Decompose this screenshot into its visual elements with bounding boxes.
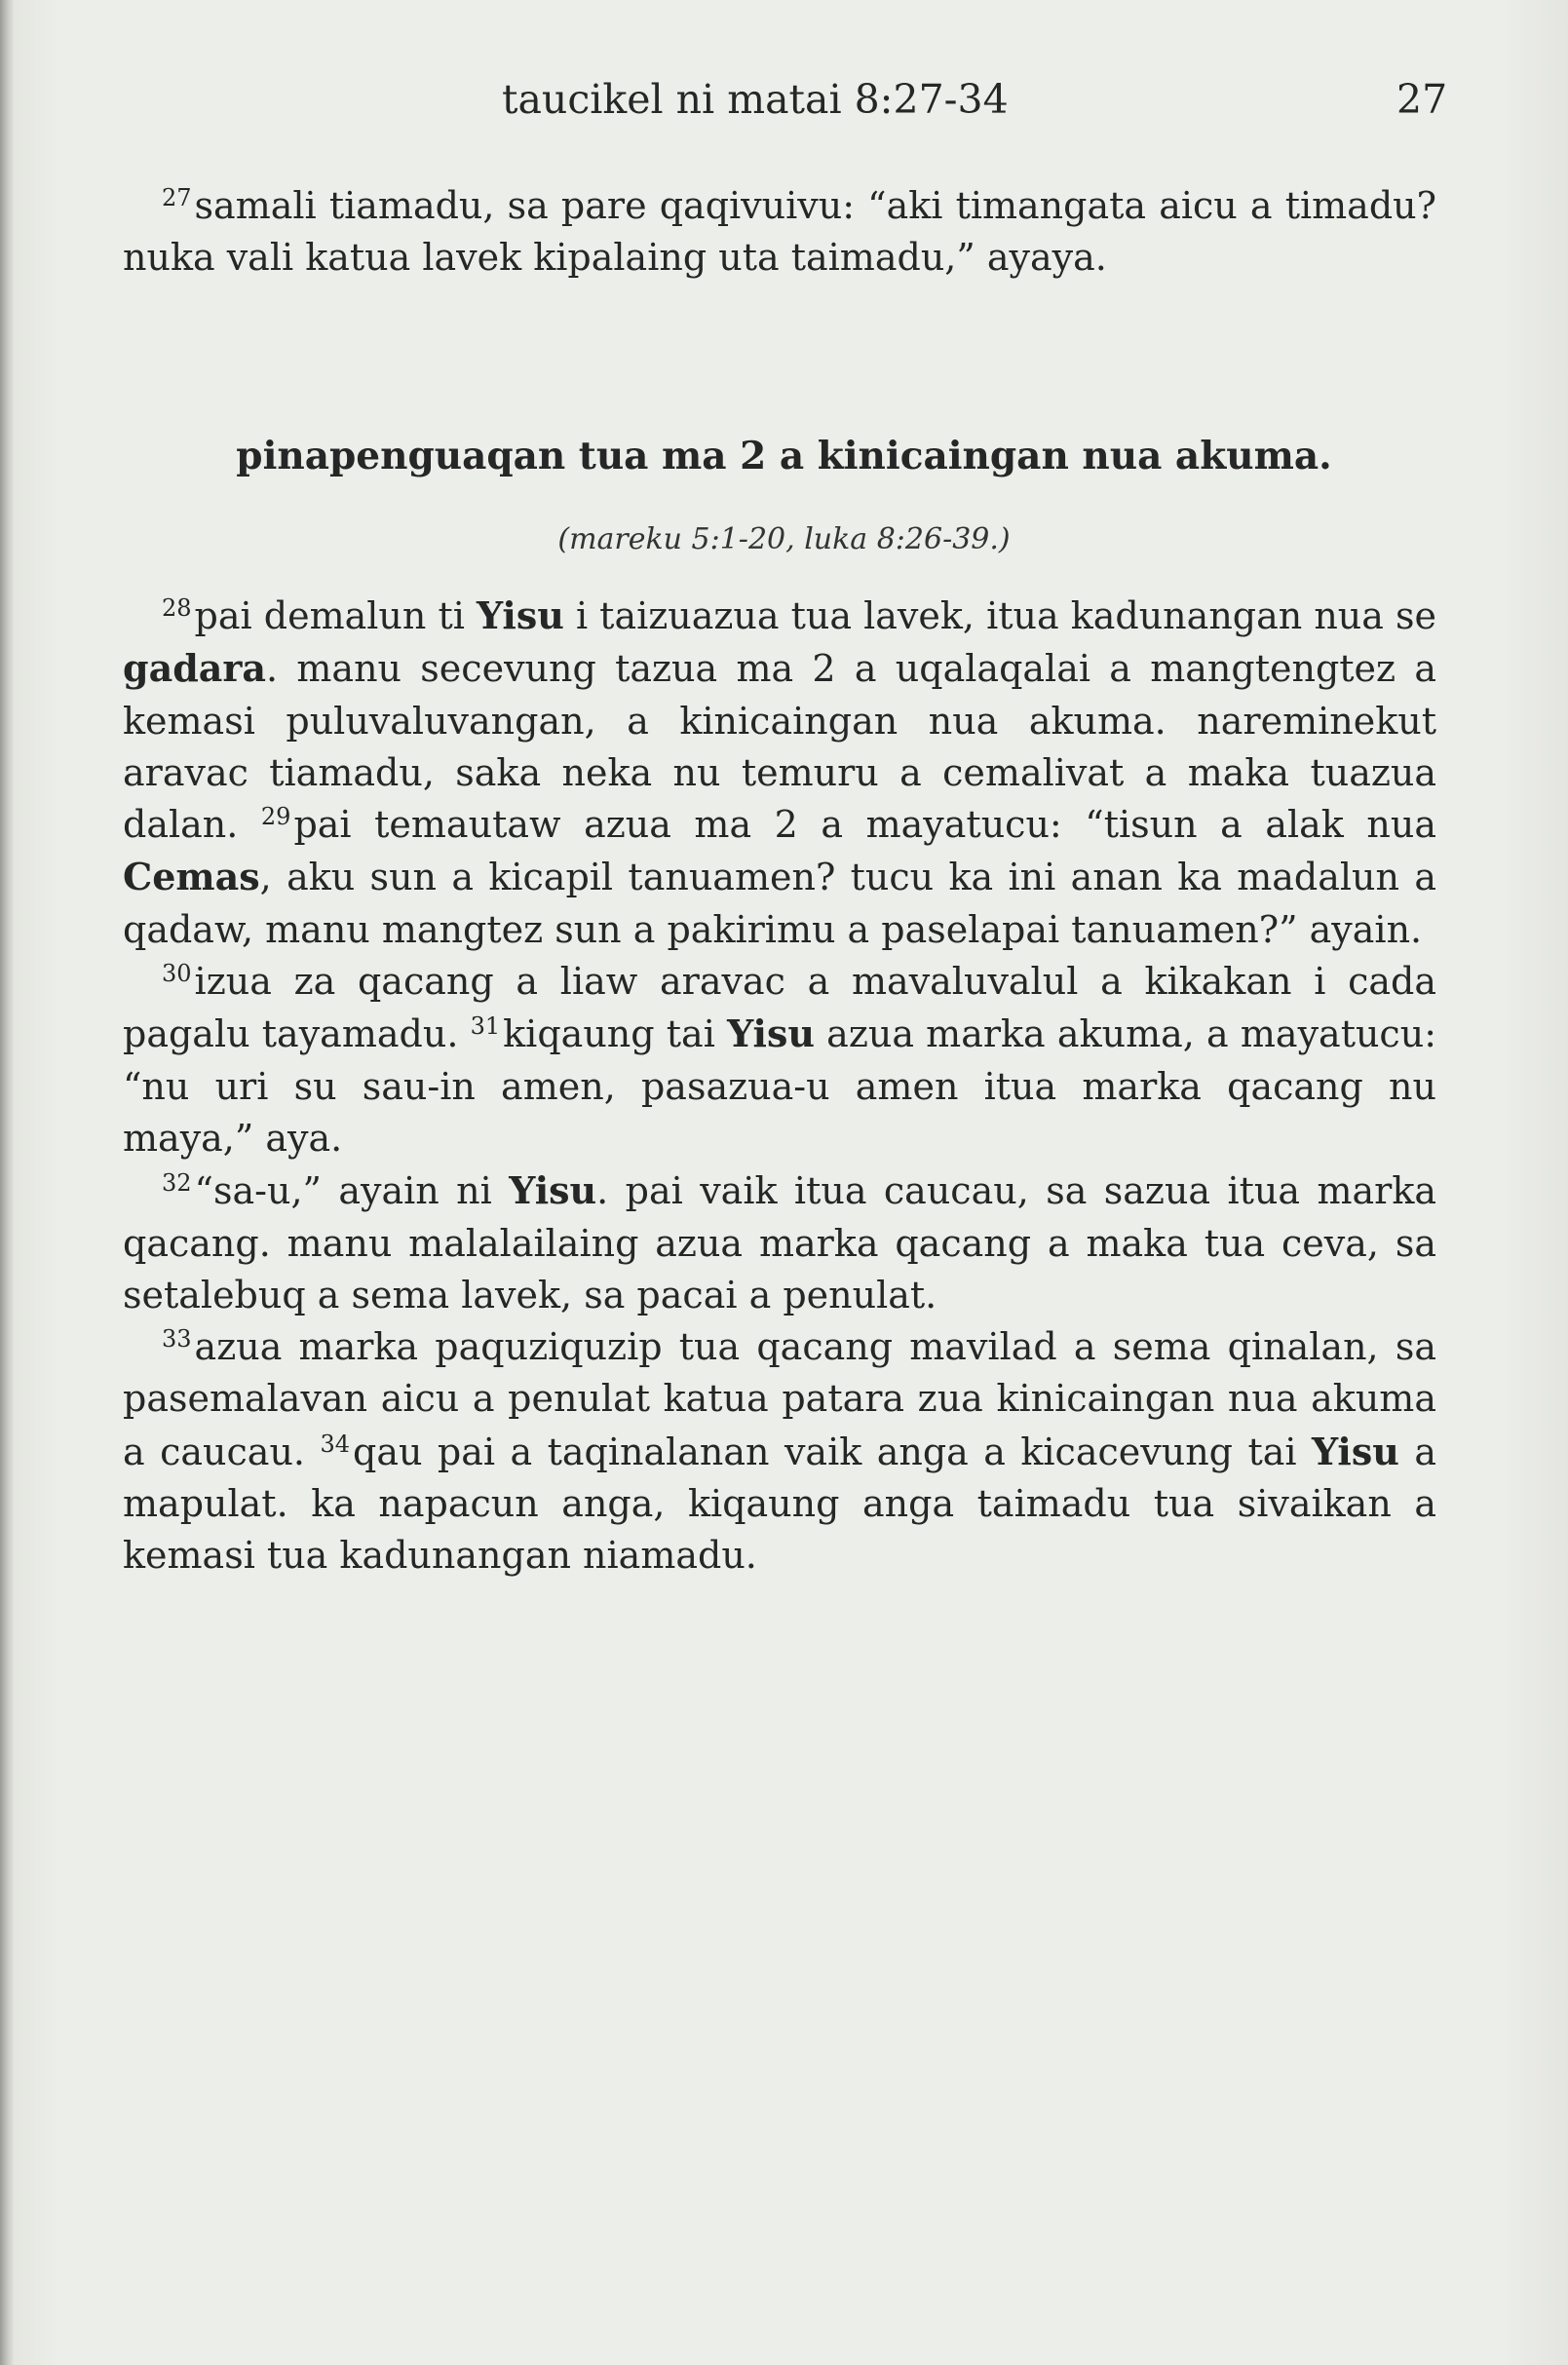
proper-name: gadara <box>123 646 267 691</box>
paragraph-33 <box>123 1321 1436 1582</box>
section-heading: pinapenguaqan tua ma 2 a kinicaingan nua akuma. <box>236 434 1332 478</box>
verse-block-27 <box>123 180 1436 283</box>
paragraph-text: a mapulat. ka napacun anga, kiqaung anga taimadu tua sivaikan a kemasi tua kadunangan niamadu. <box>123 1430 1436 1578</box>
proper-name: Yisu <box>727 1011 815 1056</box>
paragraph-text: pai demalun ti <box>194 594 477 637</box>
proper-name: Cemas <box>123 855 260 899</box>
paragraph-28 <box>123 590 1436 956</box>
verse-number: 30 <box>162 960 192 988</box>
paragraph-text: pai temautaw azua ma 2 a mayatucu: “tisun a alak nua <box>293 803 1436 847</box>
paragraph-text: , aku sun a kicapil tanuamen? tucu ka ini anan ka madalun a qadaw, manu mangtez sun a pakirimu a paselapai tanuamen?” ayain. <box>123 856 1436 951</box>
paragraph-27 <box>123 180 1436 283</box>
paragraph-text: azua marka akuma, a mayatucu: “nu uri su sau-in amen, pasazua-u amen itua marka qacang nu maya,” aya. <box>123 1012 1436 1160</box>
paragraph-30 <box>123 956 1436 1164</box>
proper-name: Yisu <box>1311 1429 1399 1473</box>
paragraph-text: izua za qacang a liaw aravac a mavaluvalul a kikakan i cada pagalu tayamadu. <box>123 960 1436 1056</box>
verse-number: 28 <box>162 594 192 622</box>
paragraph-text: qau pai a taqinalanan vaik anga a kicacevung tai <box>353 1430 1312 1473</box>
proper-name: Yisu <box>509 1168 597 1213</box>
verse-number: 34 <box>320 1430 350 1458</box>
verse-number: 29 <box>260 803 291 831</box>
paragraph-text: azua marka paquziquzip tua qacang mavilad a sema qinalan, sa pasemalavan aicu a penulat katua patara zua kinicaingan nua akuma a caucau. <box>123 1325 1436 1473</box>
paragraph-text: i taizuazua tua lavek, itua kadunangan nua se <box>563 594 1436 637</box>
verse-number: 33 <box>162 1325 192 1354</box>
running-title: taucikel ni matai 8:27-34 <box>502 76 1009 123</box>
running-header <box>0 76 1568 144</box>
paragraph-text: samali tiamadu, sa pare qaqivuivu: “aki timangata aicu a timadu? nuka vali katua lavek kipalaing uta taimadu,” ayaya. <box>123 184 1436 279</box>
page-number: 27 <box>1396 76 1448 123</box>
verse-number: 32 <box>162 1169 192 1198</box>
paragraph-text: . manu secevung tazua ma 2 a uqalaqalai a mangtengtez a kemasi puluvaluvangan, a kinicaingan nua akuma. nareminekut aravac tiamadu, saka neka nu temuru a cemalivat a maka tuazua dalan. <box>123 647 1436 847</box>
paragraph-text: . pai vaik itua caucau, sa sazua itua marka qacang. manu malalailaing azua marka qacang a maka tua ceva, sa setalebuq a sema lavek, sa pacai a penulat. <box>123 1169 1437 1316</box>
verse-number: 27 <box>162 184 192 211</box>
verse-block-28-34 <box>123 590 1436 1583</box>
verse-number: 31 <box>470 1012 501 1041</box>
proper-name: Yisu <box>476 593 564 637</box>
book-spine-edge <box>0 0 14 2365</box>
paragraph-32 <box>123 1164 1436 1321</box>
paragraph-text: kiqaung tai <box>503 1012 728 1056</box>
section-reference: (mareku 5:1-20, luka 8:26-39.) <box>557 522 1011 556</box>
paragraph-text: “sa-u,” ayain ni <box>194 1169 510 1213</box>
